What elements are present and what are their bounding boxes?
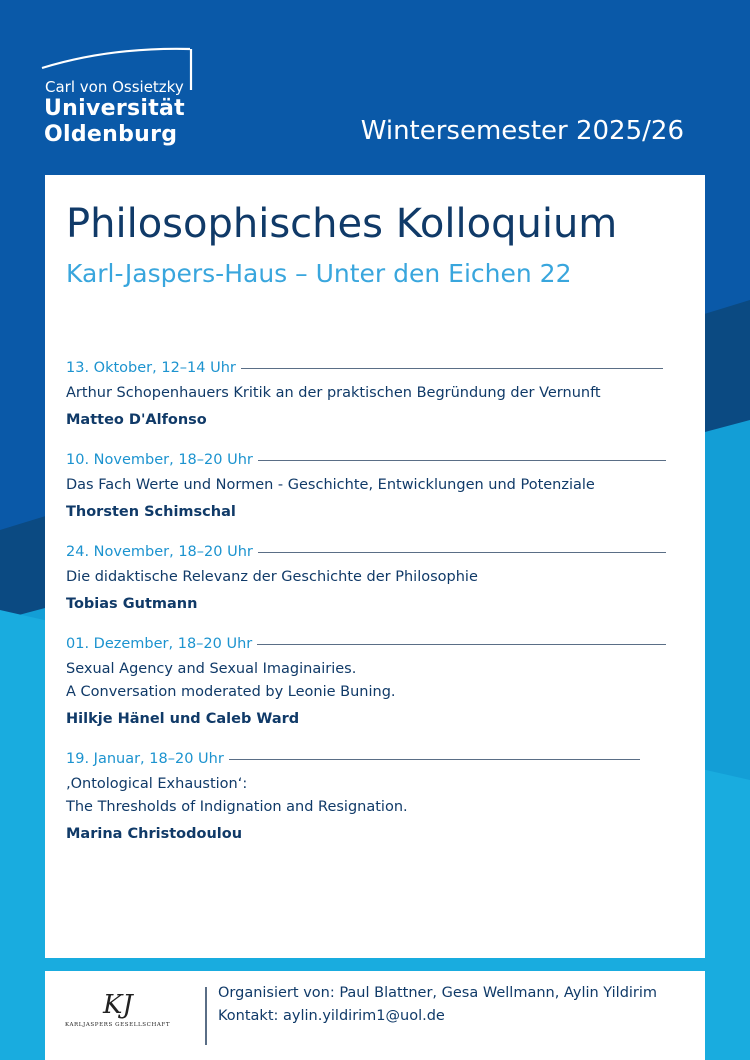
semester-label: Wintersemester 2025/26 [360,116,684,146]
logo-line-3: Oldenburg [44,122,178,147]
event-item [66,450,686,522]
event-title [66,382,686,405]
karl-jaspers-gesellschaft-logo [63,983,208,1038]
event-date-rule [241,368,663,369]
event-title-line: A Conversation moderated by Leonie Buning. [66,684,396,700]
event-speaker: Thorsten Schimschal [66,504,236,520]
event-date-rule [258,460,666,461]
event-title [66,474,686,497]
event-date-rule [257,644,666,645]
logo-line-2: Universität [44,96,185,121]
event-speaker: Marina Christodoulou [66,826,243,842]
event-item [66,358,686,430]
event-speaker: Hilkje Hänel und Caleb Ward [66,711,300,727]
kjg-wordmark: KARLJASPERS GESELLSCHAFT [65,1022,171,1028]
event-date-row [66,542,686,562]
footer-divider [205,987,207,1045]
event-date-row [66,634,686,654]
organizers-text: Organisiert von: Paul Blattner, Gesa Wellmann, Aylin Yildirim [218,985,658,1001]
event-date: 13. Oktober, 12–14 Uhr [66,360,236,376]
event-item [66,749,686,844]
event-title-line: Das Fach Werte und Normen - Geschichte, Entwicklungen und Potenziale [66,477,595,493]
contact-text: Kontakt: aylin.yildirim1@uol.de [218,1008,445,1024]
event-item [66,634,686,729]
kjg-monogram: KJ [103,990,133,1020]
page-title: Philosophisches Kolloquium [66,201,618,247]
event-title-line: Die didaktische Relevanz der Geschichte der Philosophie [66,569,478,585]
event-title-line: The Thresholds of Indignation and Resignation. [66,799,408,815]
event-title-line: Sexual Agency and Sexual Imaginairies. [66,661,357,677]
event-title-line: Arthur Schopenhauers Kritik an der praktischen Begründung der Vernunft [66,385,601,401]
event-date: 01. Dezember, 18–20 Uhr [66,636,253,652]
venue-subtitle: Karl-Jaspers-Haus – Unter den Eichen 22 [66,259,572,288]
event-date-row [66,749,686,769]
event-speaker: Tobias Gutmann [66,596,198,612]
event-title [66,658,686,704]
footer [45,971,705,1060]
event-date-row [66,358,686,378]
event-date: 24. November, 18–20 Uhr [66,544,253,560]
event-list [66,358,686,864]
event-date-rule [229,759,640,760]
event-title-line: ‚Ontological Exhaustion‘: [66,776,248,792]
program-card [45,175,705,958]
event-title [66,773,686,819]
event-date: 19. Januar, 18–20 Uhr [66,751,224,767]
event-date-row [66,450,686,470]
event-date-rule [258,552,666,553]
logo-line-1: Carl von Ossietzky [45,78,184,96]
event-item [66,542,686,614]
event-date: 10. November, 18–20 Uhr [66,452,253,468]
event-title [66,566,686,589]
event-speaker: Matteo D'Alfonso [66,412,207,428]
